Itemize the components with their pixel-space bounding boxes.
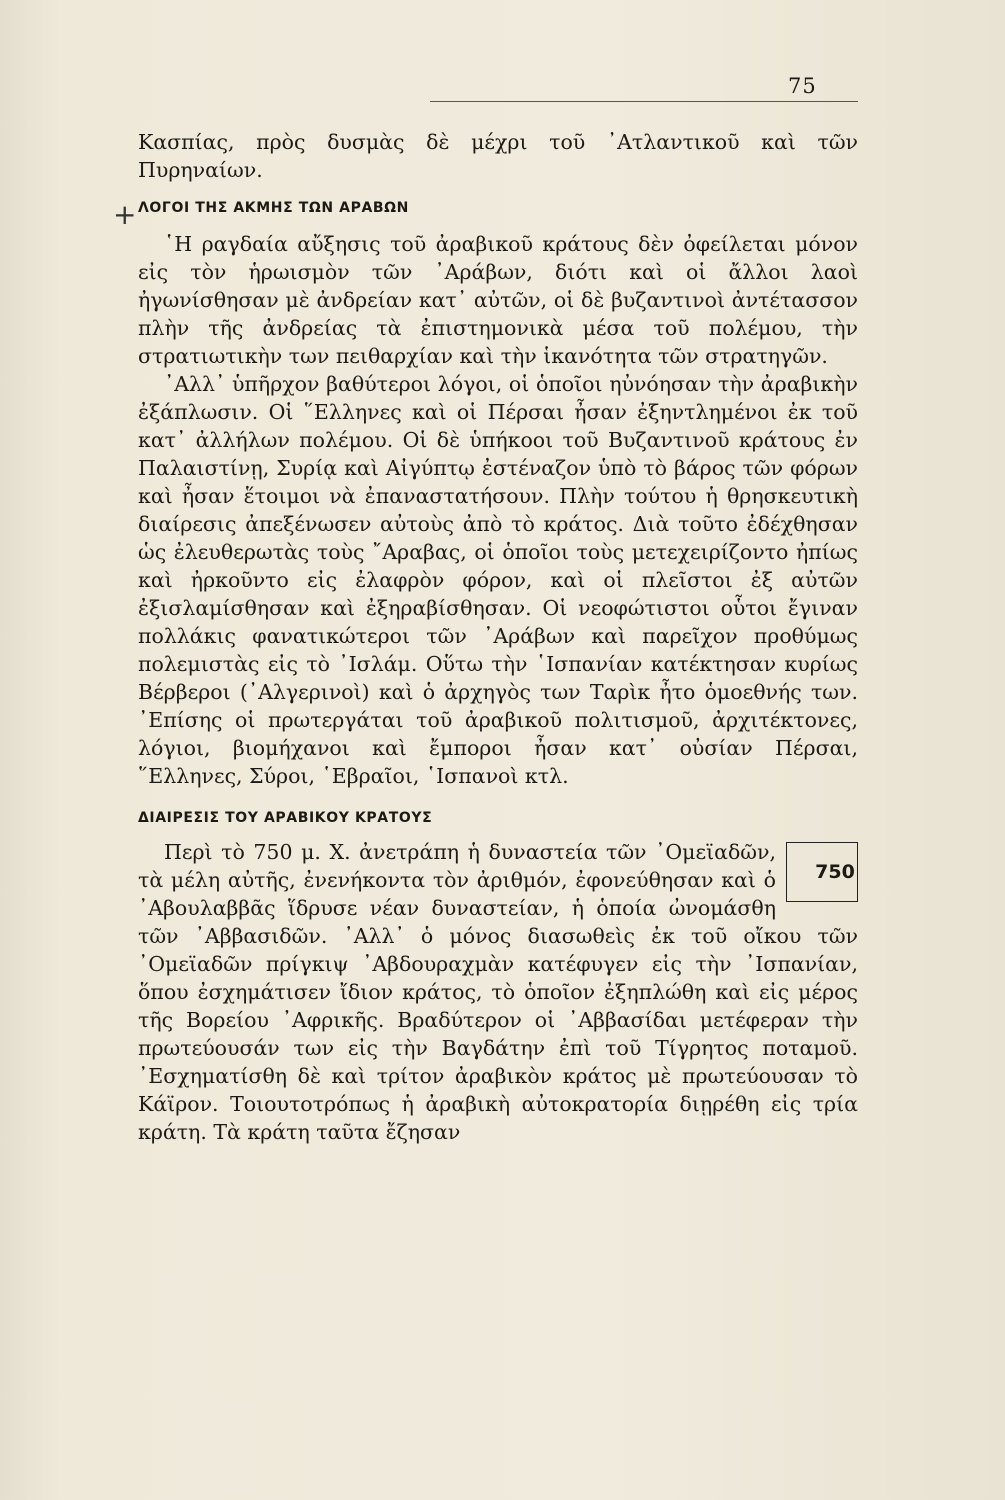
paragraph-akmi-2: ᾿Αλλ᾿ ὑπῆρχον βαθύτεροι λόγοι, οἱ ὁποῖοι ηὐνόησαν τὴν ἀραβικὴν ἐξάπλωσιν. Οἱ ῞Ελληνες καὶ οἱ Πέρσαι ἦσαν ἐξηντλημένοι ἐκ τοῦ κατ᾿ ἀλλήλων πολέμου. Οἱ δὲ ὑπήκοοι τοῦ Βυζαντινοῦ κράτους ἐν Παλαιστίνῃ, Συρίᾳ καὶ Αἰγύπτῳ ἐστέναζον ὑπὸ τὸ βάρος τῶν φόρων καὶ ἦσαν ἕτοιμοι νὰ ἐπαναστατήσουν. Πλὴν τούτου ἡ θρησκευτικὴ διαίρεσις ἀπεξένωσεν αὐτοὺς ἀπὸ τὸ κράτος. Διὰ τοῦτο ἐδέχθησαν ὡς ἐλευθερωτὰς τοὺς ῎Αραβας, οἱ ὁποῖοι τοὺς μετεχειρίζοντο ἠπίως καὶ ἠρκοῦντο εἰς ἐλαφρὸν φόρον, καὶ οἱ πλεῖστοι ἐξ αὐτῶν ἐξισλαμίσθησαν καὶ ἐξηραβίσθησαν. Οἱ νεοφώτιστοι οὗτοι ἔγιναν πολλάκις φανατικώτεροι τῶν ᾿Αράβων καὶ παρεῖχον προθύμως πολεμιστὰς εἰς τὸ ᾿Ισλάμ. Οὕτω τὴν ῾Ισπανίαν κατέκτησαν κυρίως Βέρβεροι (᾿Αλγερινοὶ) καὶ ὁ ἀρχηγὸς των Ταρὶκ ἦτο ὁμοεθνής των. ᾿Επίσης οἱ πρωτεργάται τοῦ ἀραβικοῦ πολιτισμοῦ, ἀρχιτέκτονες, λόγιοι, βιομήχανοι καὶ ἔμποροι ἦσαν κατ᾿ οὐσίαν Πέρσαι, ῞Ελληνες, Σύροι, ῾Εβραῖοι, ῾Ισπανοὶ κτλ. (138, 372, 858, 788)
page-number: 75 (788, 74, 817, 98)
intro-paragraph: Κασπίας, πρὸς δυσμὰς δὲ μέχρι τοῦ ᾿Ατλαντικοῦ καὶ τῶν Πυρηναίων. (138, 130, 858, 182)
year-box-750: 750 (786, 842, 858, 902)
section-heading-akmi: ΛΟΓΟΙ ΤΗΣ ΑΚΜΗΣ ΤΩΝ ΑΡΑΒΩΝ (138, 200, 409, 216)
paragraph-diairesis (138, 838, 858, 1146)
margin-mark: + (113, 198, 137, 231)
section-heading-diairesis: ΔΙΑΙΡΕΣΙΣ ΤΟΥ ΑΡΑΒΙΚΟΥ ΚΡΑΤΟΥΣ (138, 810, 433, 826)
paragraph-akmi-1: ῾Η ραγδαία αὔξησις τοῦ ἀραβικοῦ κράτους δὲν ὀφείλεται μόνον εἰς τὸν ἡρωισμὸν τῶν ᾿Αράβων, διότι καὶ οἱ ἄλλοι λαοὶ ἠγωνίσθησαν μὲ ἀνδρείαν κατ᾿ αὐτῶν, οἱ δὲ βυζαντινοὶ ἀντέτασσον πλὴν τῆς ἀνδρείας τὰ ἐπιστημονικὰ μέσα τοῦ πολέμου, τὴν στρατιωτικὴν των πειθαρχίαν καὶ τὴν ἱκανότητα τῶν στρατηγῶν. (138, 232, 858, 368)
page-content (138, 128, 858, 1146)
header-rule (430, 101, 858, 102)
paragraph-diairesis-text: Περὶ τὸ 750 μ. Χ. ἀνετράπη ἡ δυναστεία τῶν ᾿Ομεϊαδῶν, τὰ μέλη αὐτῆς, ἐνενήκοντα τὸν ἀριθμόν, ἐφονεύθησαν καὶ ὁ ᾿Αβουλαββᾶς ἵδρυσε νέαν δυναστείαν, ἡ ὁποία ὠνομάσθη τῶν ᾿Αββασιδῶν. ᾿Αλλ᾿ ὁ μόνος διασωθεὶς ἐκ τοῦ οἴκου τῶν ᾿Ομεϊαδῶν πρίγκιψ ᾿Αβδουραχμὰν κατέφυγεν εἰς τὴν ᾿Ισπανίαν, ὅπου ἐσχημάτισεν ἴδιον κράτος, τὸ ὁποῖον ἐξηπλώθη καὶ εἰς μέρος τῆς Βορείου ᾿Αφρικῆς. Βραδύτερον οἱ ᾿Αββασίδαι μετέφεραν τὴν πρωτεύουσάν των εἰς τὴν Βαγδάτην ἐπὶ τοῦ Τίγρητος ποταμοῦ. ᾿Εσχηματίσθη δὲ καὶ τρίτον ἀραβικὸν κράτος μὲ πρωτεύουσαν τὸ Κάϊρον. Τοιουτοτρόπως ἡ ἀραβικὴ αὐτοκρατορία διῃρέθη εἰς τρία κράτη. Τὰ κράτη ταῦτα ἔζησαν (138, 840, 858, 1144)
